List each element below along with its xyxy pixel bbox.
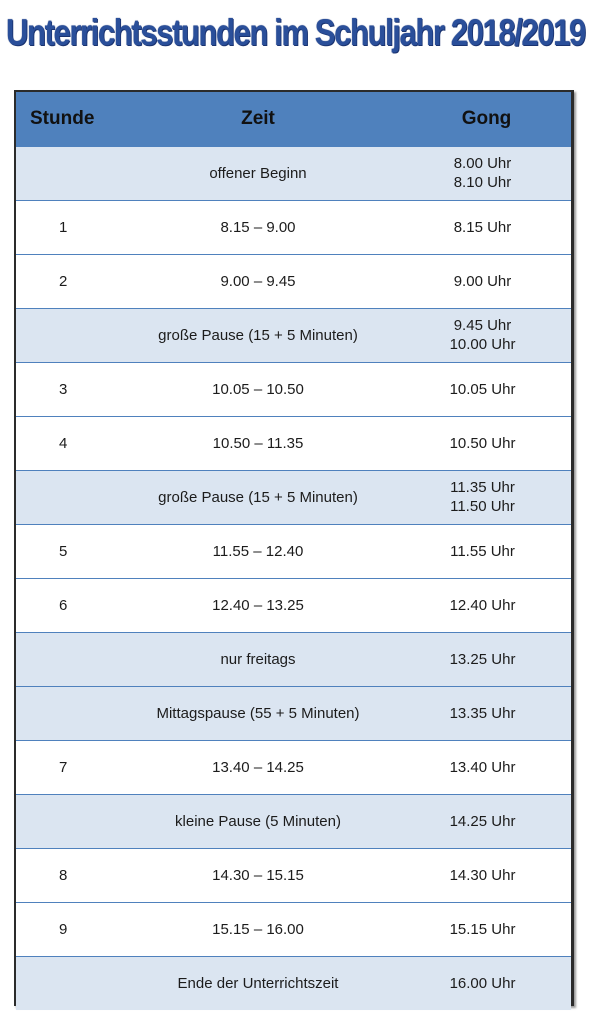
table-row — [16, 794, 571, 848]
cell-zeit: 10.50 – 11.35 — [114, 416, 402, 470]
cell-gong — [402, 524, 571, 578]
cell-gong — [402, 416, 571, 470]
cell-zeit: Ende der Unterrichtszeit — [114, 956, 402, 1010]
cell-gong — [402, 794, 571, 848]
cell-zeit: 9.00 – 9.45 — [114, 254, 402, 308]
gong-time: 16.00 Uhr — [449, 974, 516, 992]
cell-zeit: 12.40 – 13.25 — [114, 578, 402, 632]
schedule-table — [14, 90, 574, 1006]
gong-time: 11.55 Uhr — [450, 542, 515, 560]
gong-time: 8.00 Uhr — [453, 155, 512, 172]
gong-time: 8.10 Uhr — [453, 174, 512, 191]
cell-stunde: 1 — [16, 200, 114, 254]
cell-stunde — [16, 956, 114, 1010]
cell-zeit: 10.05 – 10.50 — [114, 362, 402, 416]
gong-time: 11.35 Uhr — [450, 479, 515, 496]
cell-stunde — [16, 146, 114, 200]
cell-gong — [402, 308, 571, 362]
table-row — [16, 578, 571, 632]
cell-stunde: 3 — [16, 362, 114, 416]
table-row — [16, 848, 571, 902]
table-row — [16, 902, 571, 956]
table-row — [16, 416, 571, 470]
table-row — [16, 308, 571, 362]
cell-stunde — [16, 686, 114, 740]
table-row — [16, 470, 571, 524]
table-row — [16, 362, 571, 416]
gong-time: 10.50 Uhr — [449, 434, 516, 452]
cell-stunde: 9 — [16, 902, 114, 956]
cell-gong — [402, 146, 571, 200]
table-row — [16, 146, 571, 200]
header-zeit: Zeit — [241, 107, 275, 129]
table-row — [16, 524, 571, 578]
cell-zeit: offener Beginn — [114, 146, 402, 200]
cell-gong — [402, 254, 571, 308]
cell-zeit: 15.15 – 16.00 — [114, 902, 402, 956]
gong-time: 11.50 Uhr — [450, 498, 515, 515]
cell-stunde — [16, 794, 114, 848]
cell-stunde: 5 — [16, 524, 114, 578]
cell-zeit: nur freitags — [114, 632, 402, 686]
cell-gong — [402, 686, 571, 740]
cell-zeit: 8.15 – 9.00 — [114, 200, 402, 254]
gong-time: 15.15 Uhr — [449, 920, 516, 938]
cell-stunde — [16, 308, 114, 362]
cell-gong — [402, 956, 571, 1010]
gong-time: 13.35 Uhr — [449, 704, 516, 722]
cell-zeit: große Pause (15 + 5 Minuten) — [114, 308, 402, 362]
cell-stunde: 6 — [16, 578, 114, 632]
cell-gong — [402, 578, 571, 632]
gong-time: 13.40 Uhr — [449, 758, 516, 776]
gong-time: 14.30 Uhr — [449, 866, 516, 884]
cell-zeit: kleine Pause (5 Minuten) — [114, 794, 402, 848]
gong-time: 10.00 Uhr — [449, 336, 516, 353]
cell-gong — [402, 632, 571, 686]
gong-time: 9.00 Uhr — [453, 272, 512, 290]
cell-stunde: 4 — [16, 416, 114, 470]
cell-stunde: 7 — [16, 740, 114, 794]
cell-zeit: 13.40 – 14.25 — [114, 740, 402, 794]
cell-zeit: 11.55 – 12.40 — [114, 524, 402, 578]
gong-time: 10.05 Uhr — [449, 380, 516, 398]
table-header-row — [16, 92, 571, 146]
gong-time: 14.25 Uhr — [449, 812, 516, 830]
cell-gong — [402, 902, 571, 956]
gong-time: 9.45 Uhr — [453, 317, 512, 334]
cell-stunde — [16, 470, 114, 524]
header-stunde: Stunde — [30, 107, 95, 129]
table-row — [16, 956, 571, 1010]
cell-gong — [402, 848, 571, 902]
gong-time: 8.15 Uhr — [453, 218, 512, 236]
cell-stunde: 8 — [16, 848, 114, 902]
cell-gong — [402, 740, 571, 794]
cell-zeit: Mittagspause (55 + 5 Minuten) — [114, 686, 402, 740]
cell-gong — [402, 200, 571, 254]
table-row — [16, 200, 571, 254]
cell-stunde: 2 — [16, 254, 114, 308]
page-title: Unterrichtsstunden im Schuljahr 2018/2019 — [6, 12, 585, 53]
gong-time: 12.40 Uhr — [449, 596, 516, 614]
gong-time: 13.25 Uhr — [449, 650, 516, 668]
header-gong: Gong — [461, 107, 512, 129]
table-row — [16, 740, 571, 794]
cell-gong — [402, 470, 571, 524]
cell-zeit: große Pause (15 + 5 Minuten) — [114, 470, 402, 524]
table-row — [16, 686, 571, 740]
cell-gong — [402, 362, 571, 416]
cell-stunde — [16, 632, 114, 686]
table-row — [16, 632, 571, 686]
cell-zeit: 14.30 – 15.15 — [114, 848, 402, 902]
table-row — [16, 254, 571, 308]
